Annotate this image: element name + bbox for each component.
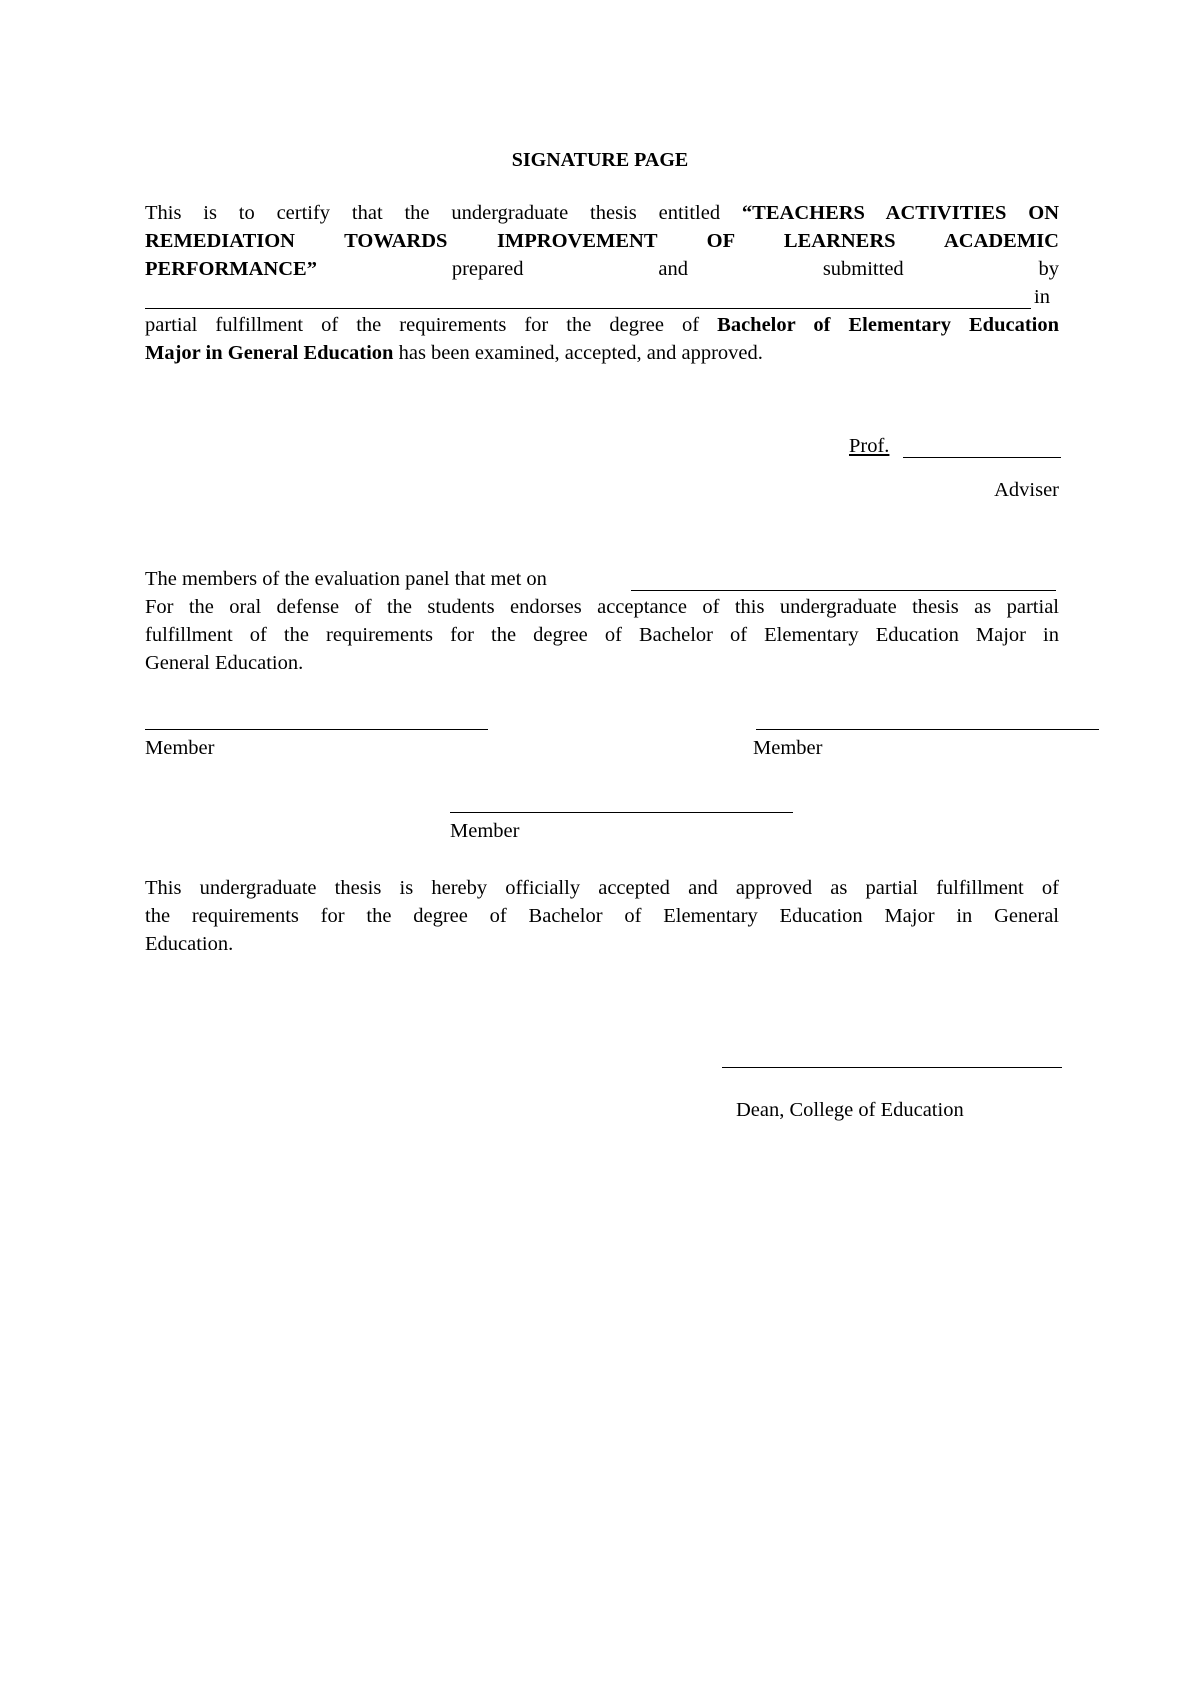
certify-line-3 [145,255,1059,283]
word-by: by [1038,258,1060,280]
certify-intro-text: This is to certify that the undergraduate thesis entitled [145,202,721,224]
panel-line-2: For the oral defense of the students endorses acceptance of this undergraduate thesis as partial [145,596,1059,618]
author-name-blank [145,308,1031,309]
certify-line-6 [145,339,763,367]
panel-date-blank [631,590,1056,591]
thesis-title-part-2: REMEDIATION TOWARDS IMPROVEMENT OF LEARNERS ACADEMIC [145,230,1059,252]
approval-text: has been examined, accepted, and approved. [398,342,763,364]
panel-line-1: The members of the evaluation panel that met on [145,568,547,590]
degree-name: Bachelor of Elementary Education [717,314,1060,336]
adviser-signature-line [849,432,889,460]
approval-line-1: This undergraduate thesis is hereby officially accepted and approved as partial fulfillment of [145,877,1059,899]
word-submitted: submitted [822,258,904,280]
word-in: in [1034,286,1050,308]
member-right-label: Member [753,737,823,759]
adviser-role: Adviser [994,479,1059,501]
member-left-signature-line [145,729,488,730]
thesis-title-part-3: PERFORMANCE” [145,258,317,280]
adviser-name-blank [903,457,1061,458]
dean-role: Dean, College of Education [736,1099,964,1121]
approval-line-3: Education. [145,933,234,955]
panel-line-4: General Education. [145,652,304,674]
approval-line-2: the requirements for the degree of Bachelor of Elementary Education Major in General [145,905,1059,927]
degree-major: Major in General Education [145,342,394,364]
certify-line-5 [145,311,1059,339]
member-right-signature-line [756,729,1099,730]
prof-label: Prof. [849,435,890,457]
word-prepared: prepared [451,258,524,280]
word-and: and [658,258,688,280]
degree-intro-text: partial fulfillment of the requirements for the degree of [145,314,700,336]
panel-line-3: fulfillment of the requirements for the degree of Bachelor of Elementary Education Major in [145,624,1059,646]
page-title: SIGNATURE PAGE [511,149,689,171]
member-center-label: Member [450,820,520,842]
dean-signature-line [722,1067,1062,1068]
member-center-signature-line [450,812,793,813]
member-left-label: Member [145,737,215,759]
thesis-title-part-1: “TEACHERS ACTIVITIES ON [741,202,1060,224]
certify-line-1 [145,199,1059,227]
